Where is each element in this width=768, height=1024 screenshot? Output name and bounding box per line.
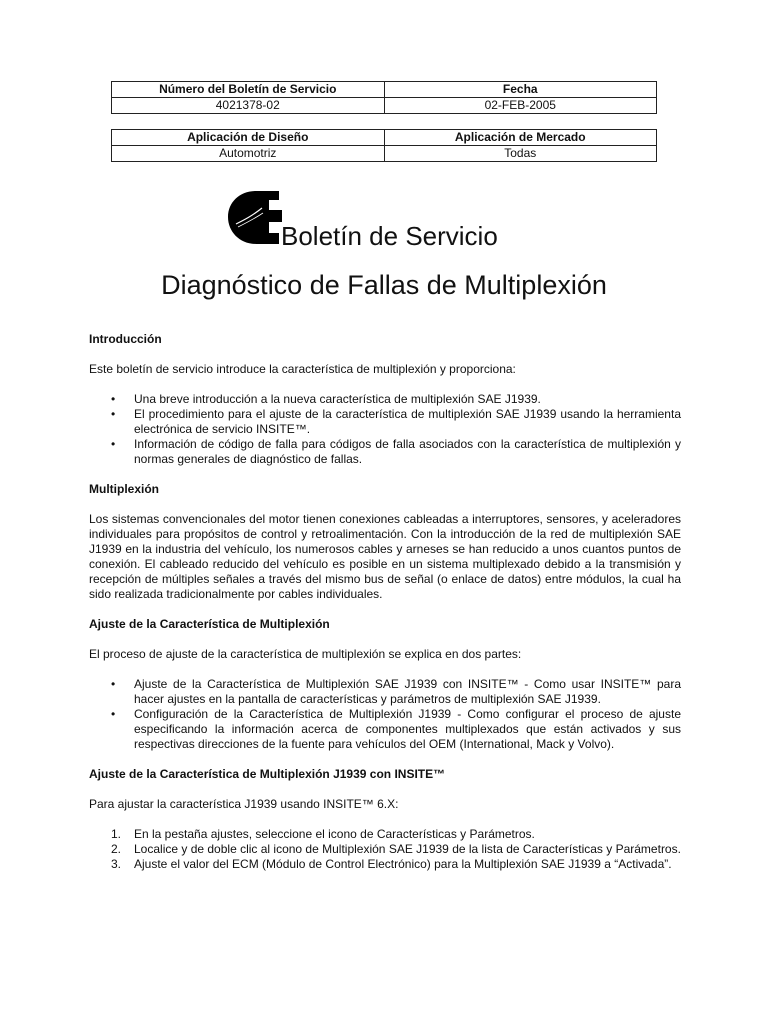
list-item: • Una breve introducción a la nueva característica de multiplexión SAE J1939.	[111, 392, 541, 406]
ajuste-bullet-list	[89, 677, 681, 752]
list-item: 1. En la pestaña ajustes, seleccione el icono de Características y Parámetros.	[111, 827, 535, 841]
multiplexion-heading: Multiplexión	[89, 482, 159, 496]
document-body	[89, 332, 681, 872]
list-item: • Información de código de falla para códigos de falla asociados con la característica de multiplexión y normas generales de diagnóstico de fallas.	[111, 437, 681, 466]
intro-heading: Introducción	[89, 332, 162, 346]
intro-bullet-list	[89, 392, 681, 467]
bulletin-number-label: Número del Boletín de Servicio	[112, 82, 385, 98]
ajuste-heading: Ajuste de la Característica de Multiplexión	[89, 617, 330, 631]
application-info-table	[111, 129, 657, 162]
list-item: 3. Ajuste el valor del ECM (Módulo de Control Electrónico) para la Multiplexión SAE J1939 a “Activada”.	[111, 857, 672, 871]
insite-steps-list	[89, 827, 681, 872]
list-item: • El procedimiento para el ajuste de la característica de multiplexión SAE J1939 usando la herramienta electrónica de servicio INSITE™.	[111, 407, 681, 436]
multiplexion-paragraph: Los sistemas convencionales del motor tienen conexiones cableadas a interruptores, sensores, y aceleradores individuales para propósitos de control y retroalimentación. Con la introducción de la red de multiplexión SAE J1939 en la industria del vehículo, los numerosos cables y arneses se han reducido a unos cuantos puntos de conexión. El cableado reducido del vehículo es posible en un sistema multiplexado debido a la transmisión y recepción de múltiples señales a través del mismo bus de señal (o enlace de datos) entre módulos, la cual ha sido realizada tradicionalmente por cables individuales.	[89, 512, 681, 601]
date-label: Fecha	[384, 82, 657, 98]
ajuste-paragraph: El proceso de ajuste de la característica de multiplexión se explica en dos partes:	[89, 647, 522, 661]
market-application-value: Todas	[384, 146, 657, 162]
insite-paragraph: Para ajustar la característica J1939 usando INSITE™ 6.X:	[89, 797, 399, 811]
page-subtitle: Diagnóstico de Fallas de Multiplexión	[161, 270, 607, 300]
design-application-label: Aplicación de Diseño	[112, 130, 385, 146]
bulletin-info-table	[111, 81, 657, 114]
date-value: 02-FEB-2005	[384, 98, 657, 114]
cummins-logo-icon	[226, 190, 284, 250]
bulletin-title: Boletín de Servicio	[281, 221, 498, 251]
list-item: • Configuración de la Característica de Multiplexión J1939 - Como configurar el proceso de ajuste especificando la información acerca de componentes multiplexados que están activados y sus respectivas direcciones de la fuente para vehículos del OEM (International, Mack y Volvo).	[111, 707, 681, 751]
design-application-value: Automotriz	[112, 146, 385, 162]
insite-heading: Ajuste de la Característica de Multiplexión J1939 con INSITE™	[89, 767, 446, 781]
market-application-label: Aplicación de Mercado	[384, 130, 657, 146]
list-item: 2. Localice y de doble clic al icono de Multiplexión SAE J1939 de la lista de Características y Parámetros.	[111, 842, 681, 856]
bulletin-number-value: 4021378-02	[112, 98, 385, 114]
list-item: • Ajuste de la Característica de Multiplexión SAE J1939 con INSITE™ - Como usar INSITE™ para hacer ajustes en la pantalla de características y parámetros de multiplexión SAE J1939.	[111, 677, 681, 706]
intro-paragraph: Este boletín de servicio introduce la característica de multiplexión y proporciona:	[89, 362, 516, 376]
